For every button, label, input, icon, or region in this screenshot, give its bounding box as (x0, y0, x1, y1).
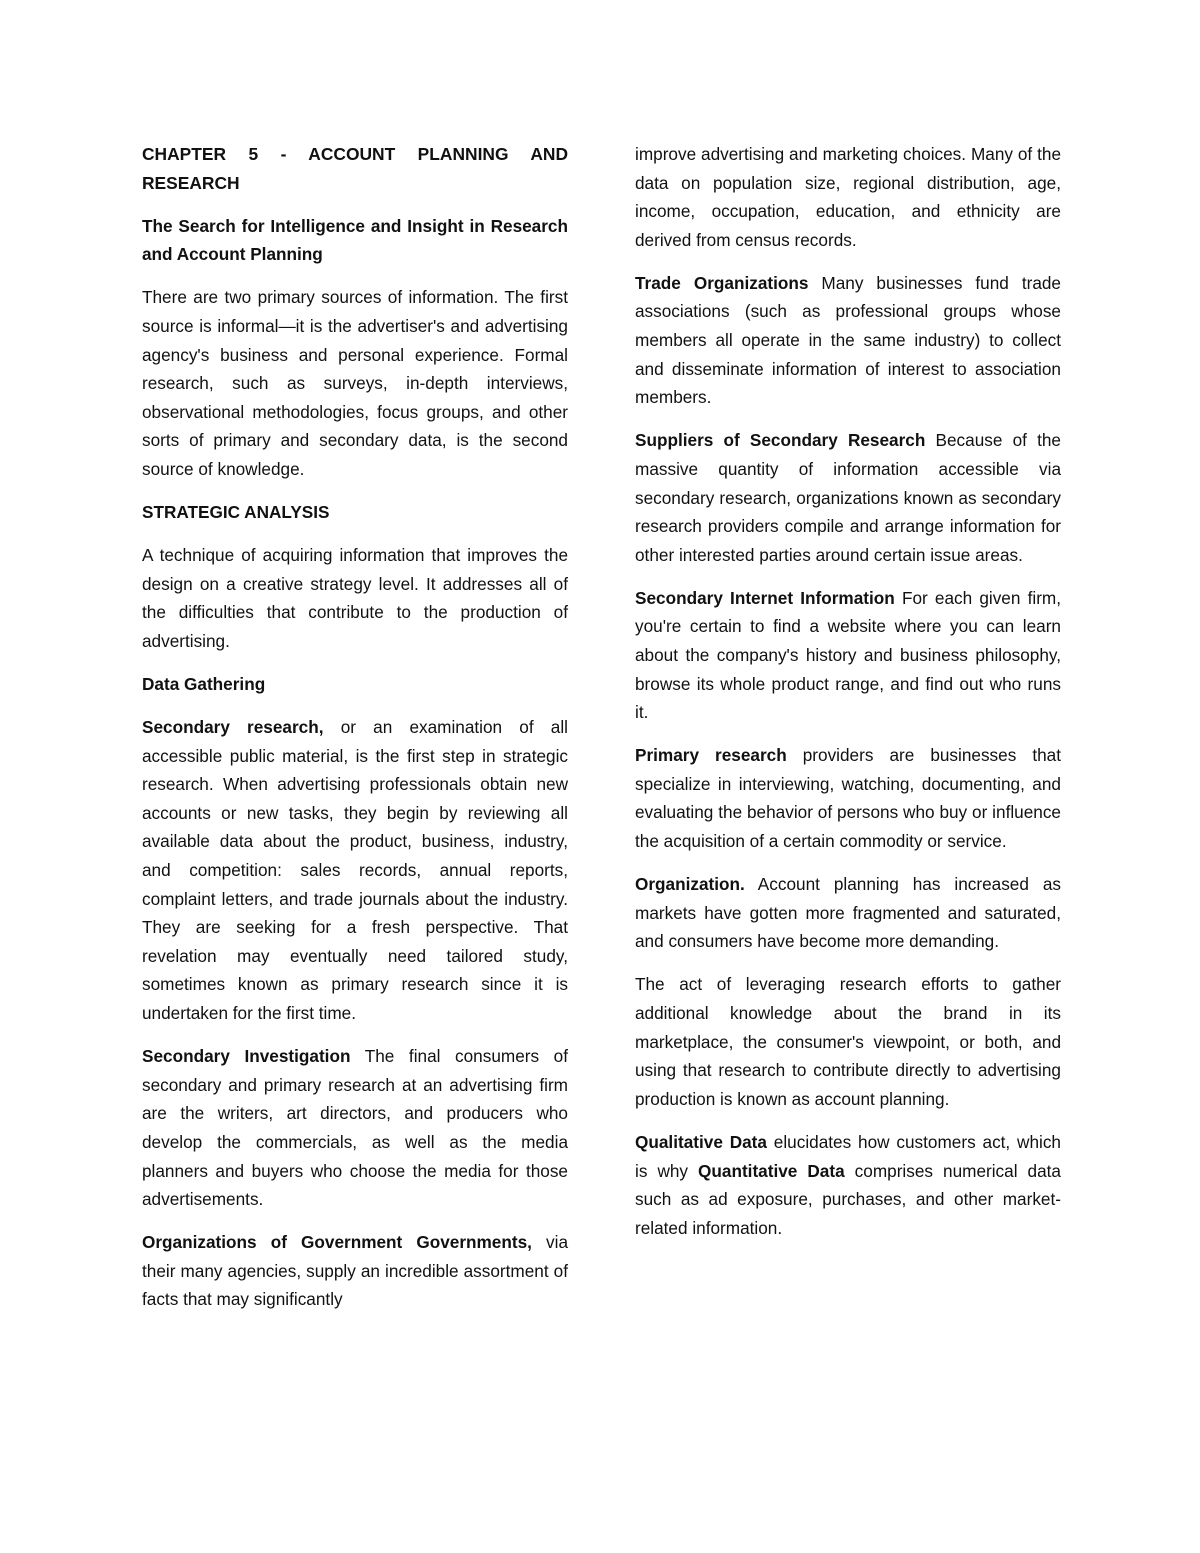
government-orgs-term: Organizations of Government Governments, (142, 1232, 532, 1253)
secondary-investigation-paragraph (142, 1042, 568, 1214)
internet-info-text: For each given firm, you're certain to find a website where you can learn about the company's history and business philosophy, browse its whole product range, and find out who runs it. (635, 587, 1062, 723)
secondary-research-term: Secondary research, (142, 717, 324, 738)
secondary-research-text: or an examination of all accessible public material, is the first step in strategic research. When advertising professionals obtain new accounts or new tasks, they begin by reviewing all available data about the product, business, industry, and competition: sales records, annual reports, complaint letters, and trade journals about the industry. They are seeking for a fresh perspective. That revelation may eventually need tailored study, sometimes known as primary research since it is undertaken for the first time. (142, 717, 569, 1024)
primary-research-term: Primary research (635, 745, 787, 766)
qualitative-data-term: Qualitative Data (635, 1131, 767, 1152)
suppliers-term: Suppliers of Secondary Research (635, 430, 926, 451)
section-title: The Search for Intelligence and Insight in Research and Account Planning (142, 215, 568, 265)
primary-research-paragraph (635, 741, 1061, 855)
right-column (635, 140, 1061, 1257)
internet-info-term: Secondary Internet Information (635, 587, 895, 608)
trade-orgs-paragraph (635, 269, 1061, 412)
trade-orgs-text: Many businesses fund trade associations (such as professional groups whose members all operate in the same industry) to collect and disseminate information of interest to association members. (635, 272, 1061, 408)
chapter-title: CHAPTER 5 - ACCOUNT PLANNING AND RESEARCH (142, 144, 568, 193)
suppliers-paragraph (635, 426, 1061, 569)
government-orgs-paragraph (142, 1228, 568, 1314)
intro-paragraph: There are two primary sources of information. The first source is informal—it is the advertiser's and advertising agency's business and personal experience. Formal research, such as surveys, in-depth interviews, observational methodologies, focus groups, and other sorts of primary and secondary data, is the second source of knowledge. (142, 287, 568, 479)
account-planning-paragraph: The act of leveraging research efforts to gather additional knowledge about the brand in its marketplace, the consumer's viewpoint, or both, and using that research to contribute directly to advertising production is known as account planning. (635, 974, 1061, 1109)
qualitative-data-text: elucidates how customers act, which is why (635, 1131, 1061, 1181)
quantitative-data-term: Quantitative Data (698, 1160, 845, 1181)
data-types-paragraph (635, 1128, 1061, 1242)
organization-term: Organization. (635, 874, 745, 895)
trade-orgs-term: Trade Organizations (635, 272, 809, 293)
internet-info-paragraph (635, 584, 1061, 727)
strategic-analysis-paragraph: A technique of acquiring information that improves the design on a creative strategy level. It addresses all of the difficulties that contribute to the production of advertising. (142, 545, 568, 651)
secondary-investigation-text: The final consumers of secondary and primary research at an advertising firm are the writers, art directors, and producers who develop the commercials, as well as the media planners and buyers who choose the media for those advertisements. (142, 1046, 568, 1210)
secondary-research-paragraph (142, 713, 568, 1028)
organization-text: Account planning has increased as markets have gotten more fragmented and saturated, and consumers have become more demanding. (635, 874, 1061, 952)
primary-research-text: providers are businesses that specialize in interviewing, watching, documenting, and evaluating the behavior of persons who buy or influence the acquisition of a certain commodity or service. (635, 745, 1061, 852)
left-column (142, 140, 568, 1328)
government-orgs-continued: improve advertising and marketing choices. Many of the data on population size, regional distribution, age, income, occupation, education, and ethnicity are derived from census records. (635, 144, 1061, 250)
data-gathering-heading: Data Gathering (142, 674, 266, 694)
strategic-analysis-heading: STRATEGIC ANALYSIS (142, 502, 330, 523)
organization-paragraph (635, 870, 1061, 956)
suppliers-text: Because of the massive quantity of information accessible via secondary research, organizations known as secondary research providers compile and arrange information for other interested parties around certain issue areas. (635, 430, 1061, 565)
government-orgs-text: via their many agencies, supply an incredible assortment of facts that may significantly (142, 1232, 569, 1310)
secondary-investigation-term: Secondary Investigation (142, 1046, 351, 1067)
quantitative-data-text: comprises numerical data such as ad exposure, purchases, and other market-related information. (635, 1160, 1061, 1238)
